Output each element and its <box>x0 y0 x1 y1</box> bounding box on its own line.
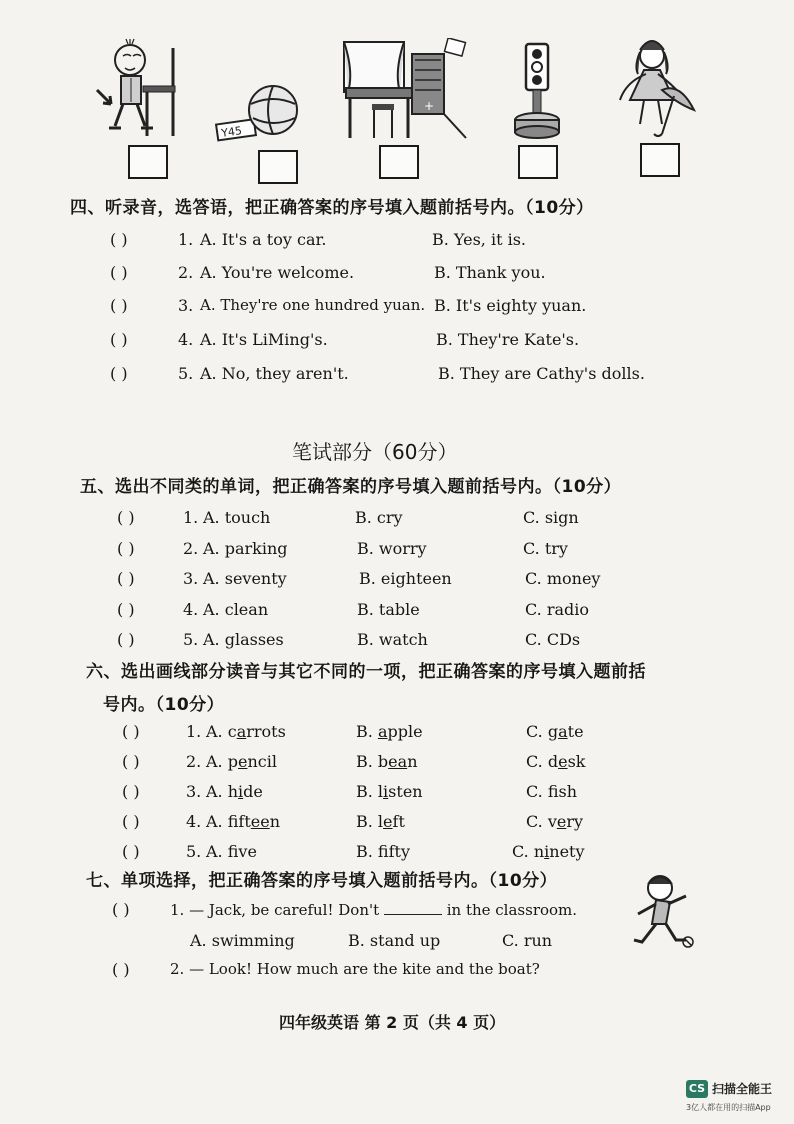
option-a: A. No, they aren't. <box>200 364 349 383</box>
underlined-letters: e <box>558 752 568 771</box>
option-a: A. glasses <box>203 630 284 649</box>
option-a: A. It's a toy car. <box>200 230 327 249</box>
option-c: C. CDs <box>525 630 581 649</box>
s5-item-2: ( ) 2. A. parking B. worry C. try <box>117 539 568 558</box>
answer-box-5[interactable] <box>640 143 680 177</box>
question-stem: 1. — Jack, be careful! Don't in the classroom. <box>170 901 578 919</box>
answer-bracket[interactable]: ( ) <box>112 900 130 919</box>
ball-and-price-tag-picture <box>215 80 300 145</box>
section7-heading: 七、单项选择，把正确答案的序号填入题前括号内。（10分） <box>86 871 558 891</box>
option-a: A. parking <box>203 539 288 558</box>
answer-bracket[interactable]: ( ) <box>110 230 128 249</box>
price-tag-text: Y45 <box>220 124 243 140</box>
answer-bracket[interactable]: ( ) <box>117 630 135 649</box>
s4-item-5: ( ) 5. A. No, they aren't. B. They are Cathy's dolls. <box>110 364 645 383</box>
answer-bracket[interactable]: ( ) <box>110 296 128 315</box>
answer-bracket[interactable]: ( ) <box>122 722 140 741</box>
s4-item-3: ( ) 3. A. They're one hundred yuan. B. It's eighty yuan. <box>110 296 587 315</box>
section5-heading: 五、选出不同类的单词，把正确答案的序号填入题前括号内。（10分） <box>80 477 622 497</box>
underlined-letters: ea <box>388 752 408 771</box>
option-a: A. fve <box>206 842 257 861</box>
page-footer: 四年级英语 第 2 页（共 4 页） <box>279 1013 506 1032</box>
answer-blank[interactable] <box>384 900 442 915</box>
s4-item-1: ( ) 1. A. It's a toy car. B. Yes, it is. <box>110 230 526 249</box>
option-a: A. They're one hundred yuan. <box>200 296 426 314</box>
option-b: B. worry <box>357 539 427 558</box>
girl-with-umbrella-picture <box>612 30 697 140</box>
s5-item-3: ( ) 3. A. seventy B. eighteen C. money <box>117 569 601 588</box>
s5-item-1: ( ) 1. A. touch B. cry C. sign <box>117 508 579 527</box>
option-c: C. try <box>523 539 568 558</box>
option-b: B. eighteen <box>359 569 452 588</box>
option-b: B. watch <box>357 630 428 649</box>
option-c: C. sign <box>523 508 579 527</box>
option-b: B. bean <box>356 752 418 771</box>
classroom-desk-picture <box>342 38 467 143</box>
underlined-letters: ee <box>250 812 270 831</box>
option-b: B. cry <box>355 508 403 527</box>
underlined-letters: a <box>558 722 568 741</box>
option-c: C. ninety <box>512 842 585 861</box>
s5-item-4: ( ) 4. A. clean B. table C. radio <box>117 600 590 619</box>
s5-item-5: ( ) 5. A. glasses B. watch C. CDs <box>117 630 581 649</box>
s4-item-2: ( ) 2. A. You're welcome. B. Thank you. <box>110 263 546 282</box>
shelf-plus-sign: + <box>424 99 435 113</box>
section6-heading-line1: 六、选出画线部分读音与其它不同的一项，把正确答案的序号填入题前括 <box>86 662 646 682</box>
answer-box-3[interactable] <box>379 145 419 179</box>
s4-item-4: ( ) 4. A. It's LiMing's. B. They're Kate's. <box>110 330 580 349</box>
option-b: B. Thank you. <box>434 263 546 282</box>
option-b: B. stand up <box>348 931 441 950</box>
answer-bracket[interactable]: ( ) <box>117 508 135 527</box>
s6-item-4: ( ) 4. A. fifteen B. left C. very <box>122 812 584 831</box>
option-b: B. They are Cathy's dolls. <box>438 364 645 383</box>
option-a: A. It's LiMing's. <box>200 330 328 349</box>
boy-on-chair-picture <box>95 38 185 143</box>
option-b: B. table <box>357 600 420 619</box>
s6-item-1: ( ) 1. A. carrots B. apple C. gate <box>122 722 584 741</box>
s6-item-3: ( ) 3. A. hide B. listen C. fsh <box>122 782 578 801</box>
option-a: A. pencil <box>206 752 277 771</box>
answer-bracket[interactable]: ( ) <box>110 330 128 349</box>
underlined-letters: e <box>556 812 567 831</box>
answer-bracket[interactable]: ( ) <box>122 842 140 861</box>
s7-question-1-options <box>190 931 590 957</box>
option-b: B. ffty <box>356 842 410 861</box>
option-c: C. radio <box>525 600 590 619</box>
written-part-title: 笔试部分（60分） <box>292 440 458 464</box>
answer-box-1[interactable] <box>128 145 168 179</box>
underlined-letters: i <box>238 782 244 801</box>
option-a: A. swimming <box>190 931 295 950</box>
underlined-letters: e <box>237 752 248 771</box>
option-b: B. apple <box>356 722 423 741</box>
traffic-light-picture <box>512 40 562 140</box>
underlined-letters: a <box>236 722 247 741</box>
option-c: C. run <box>502 931 553 950</box>
answer-bracket[interactable]: ( ) <box>122 812 140 831</box>
running-boy-picture <box>628 872 698 954</box>
scanner-tagline: 3亿人都在用的扫描App <box>686 1103 771 1112</box>
answer-bracket[interactable]: ( ) <box>122 782 140 801</box>
answer-bracket[interactable]: ( ) <box>122 752 140 771</box>
option-a: A. touch <box>203 508 271 527</box>
answer-box-2[interactable] <box>258 150 298 184</box>
option-c: C. desk <box>526 752 586 771</box>
option-a: A. carrots <box>206 722 286 741</box>
section4-heading: 四、听录音，选答语，把正确答案的序号填入题前括号内。（10分） <box>70 198 594 218</box>
option-a: A. clean <box>203 600 269 619</box>
underlined-letters: a <box>377 722 388 741</box>
section6-heading-line2: 号内。（10分） <box>103 695 225 715</box>
answer-bracket[interactable]: ( ) <box>110 364 128 383</box>
underlined-letters: e <box>383 812 393 831</box>
scanner-logo-icon: CS <box>686 1080 708 1098</box>
answer-bracket[interactable]: ( ) <box>117 600 135 619</box>
scanner-app-name: 扫描全能王 <box>712 1082 773 1096</box>
underlined-letters: i <box>383 782 389 801</box>
option-b: B. Yes, it is. <box>432 230 526 249</box>
option-b: B. They're Kate's. <box>436 330 580 349</box>
option-a: A. You're welcome. <box>200 263 355 282</box>
question-stem: 2. — Look! How much are the kite and the boat? <box>170 960 540 978</box>
option-c: C. gate <box>526 722 584 741</box>
s7-question-1 <box>112 900 632 926</box>
answer-bracket[interactable]: ( ) <box>112 960 130 979</box>
answer-bracket[interactable]: ( ) <box>117 569 135 588</box>
s6-item-5: ( ) 5. A. fve B. ffty C. ninety <box>122 842 585 861</box>
answer-bracket[interactable]: ( ) <box>110 263 128 282</box>
option-a: A. hide <box>206 782 263 801</box>
answer-bracket[interactable]: ( ) <box>117 539 135 558</box>
option-a: A. seventy <box>203 569 287 588</box>
option-b: B. left <box>356 812 405 831</box>
option-c: C. very <box>526 812 584 831</box>
answer-box-4[interactable] <box>518 145 558 179</box>
s6-item-2: ( ) 2. A. pencil B. bean C. desk <box>122 752 586 771</box>
s7-question-2 <box>112 960 632 986</box>
option-b: B. listen <box>356 782 423 801</box>
option-c: C. money <box>525 569 601 588</box>
underlined-letters: i <box>544 842 550 861</box>
option-a: A. fifteen <box>206 812 280 831</box>
option-b: B. It's eighty yuan. <box>434 296 587 315</box>
option-c: C. fsh <box>526 782 578 801</box>
